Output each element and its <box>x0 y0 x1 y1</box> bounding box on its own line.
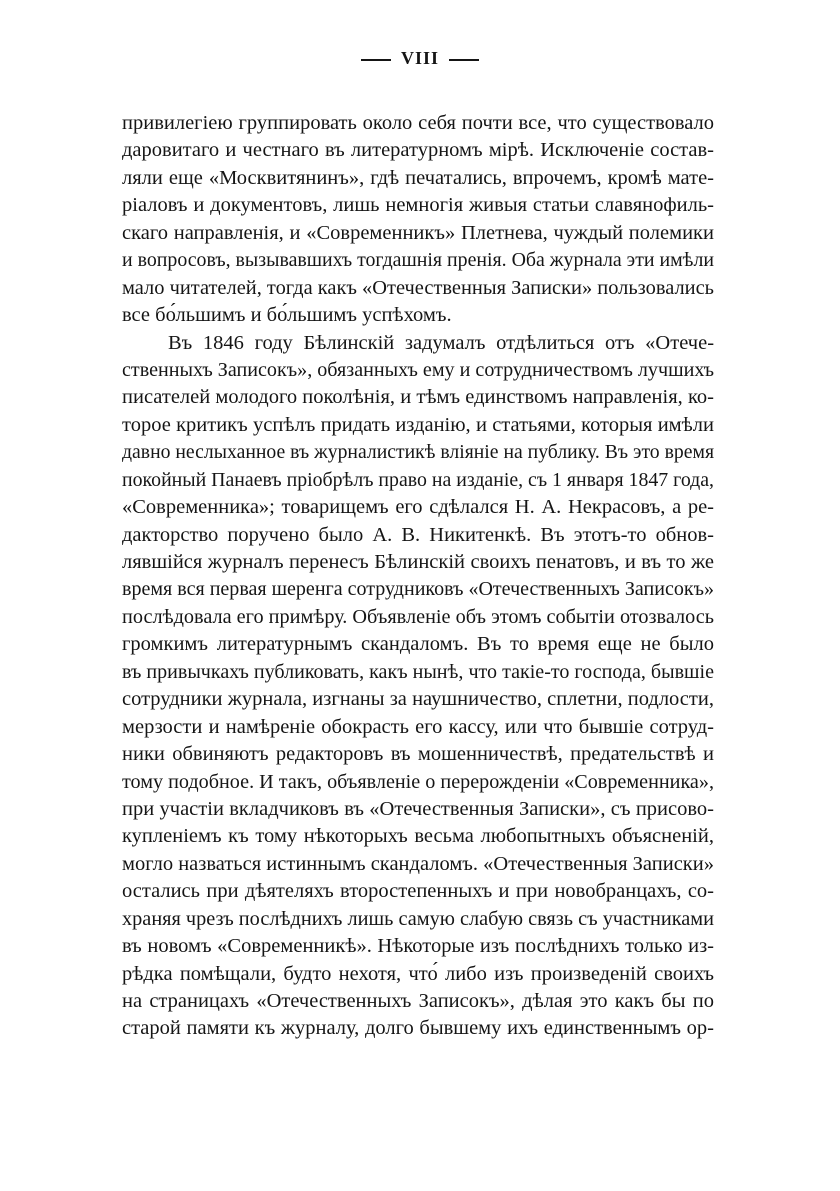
text-line: ственныхъ Записокъ», обязанныхъ ему и сотрудничествомъ лучшихъ <box>122 358 714 381</box>
text-line: старой памяти къ журналу, долго бывшему ихъ единственнымъ ор- <box>122 1017 714 1040</box>
text-line: мало читателей, тогда какъ «Отечественныя Записки» пользовались <box>122 276 714 299</box>
header-dash-left <box>361 59 391 61</box>
text-line: ляли еще «Москвитянинъ», гдѣ печатались, впрочемъ, кромѣ мате- <box>122 166 714 189</box>
text-line: лявшійся журналъ перенесъ Бѣлинскій своихъ пенатовъ, и въ то же <box>122 551 714 573</box>
text-line: остались при дѣятеляхъ второстепенныхъ и при новобранцахъ, со- <box>122 880 714 903</box>
text-line: храняя чрезъ послѣднихъ лишь самую слабую связь съ участниками <box>122 907 714 930</box>
text-line: сотрудники журнала, изгнаны за наушничество, сплетни, подлости, <box>122 688 714 711</box>
text-line: на страницахъ «Отечественныхъ Записокъ», дѣлая это какъ бы по <box>122 990 714 1012</box>
text-line: при участіи вкладчиковъ въ «Отечественныя Записки», съ присово- <box>122 797 714 820</box>
text-line: «Современника»; товарищемъ его сдѣлался Н. А. Некрасовъ, а ре- <box>122 496 714 519</box>
text-line: и вопросовъ, вызывавшихъ тогдашнія пренія. Оба журнала эти имѣли <box>122 249 714 272</box>
page-number: VIII <box>400 48 439 68</box>
text-line: въ привычкахъ публиковать, какъ нынѣ, что такіе-то господа, бывшіе <box>122 660 714 683</box>
text-line: все бо́льшимъ и бо́льшимъ успѣхомъ. <box>122 304 452 327</box>
text-line: дакторство поручено было А. В. Никитенкѣ. Въ этотъ-то обнов- <box>122 523 714 546</box>
text-line: покойный Панаевъ пріобрѣлъ право на изданіе, съ 1 января 1847 года, <box>122 468 714 491</box>
text-line: Въ 1846 году Бѣлинскій задумалъ отдѣлиться отъ «Отече- <box>168 331 714 354</box>
page-header <box>0 48 840 69</box>
text-line: громкимъ литературнымъ скандаломъ. Въ то время еще не было <box>122 633 714 656</box>
text-line: мерзости и намѣреніе обокрасть его кассу, или что бывшіе сотруд- <box>122 715 714 738</box>
text-line: ники обвиняютъ редакторовъ въ мошенничествѣ, предательствѣ и <box>122 743 714 766</box>
text-line: тому подобное. И такъ, объявленіе о перерожденіи «Современника», <box>122 770 714 793</box>
text-line: послѣдовала его примѣру. Объявленіе объ этомъ событіи отозвалось <box>122 605 714 628</box>
text-line: рѣдка помѣщали, будто нехотя, что́ либо изъ произведеній своихъ <box>122 962 714 985</box>
text-line: торое критикъ успѣлъ придать изданію, и статьями, которыя имѣли <box>122 413 714 436</box>
text-line: время вся первая шеренга сотрудниковъ «Отечественныхъ Записокъ» <box>122 578 714 601</box>
header-dash-right <box>449 59 479 61</box>
text-line: даровитаго и честнаго въ литературномъ мірѣ. Исключеніе состав- <box>122 139 714 162</box>
text-line: писателей молодого поколѣнія, и тѣмъ единствомъ направленія, ко- <box>122 386 714 409</box>
text-line: ріаловъ и документовъ, лишь немногія живыя статьи славянофиль- <box>122 194 714 217</box>
text-line: могло назваться истиннымъ скандаломъ. «Отечественныя Записки» <box>122 852 714 875</box>
text-line: купленіемъ къ тому нѣкоторыхъ весьма любопытныхъ объясненій, <box>122 825 714 848</box>
text-line: въ новомъ «Современникѣ». Нѣкоторые изъ послѣднихъ только из- <box>122 935 714 958</box>
body-text <box>122 110 714 1043</box>
text-line: давно неслыханное въ журналистикѣ вліяніе на публику. Въ это время <box>122 441 714 464</box>
text-line: привилегіею группировать около себя почти все, что существовало <box>122 112 714 134</box>
text-line: скаго направленія, и «Современникъ» Плетнева, чуждый полемики <box>122 221 714 244</box>
